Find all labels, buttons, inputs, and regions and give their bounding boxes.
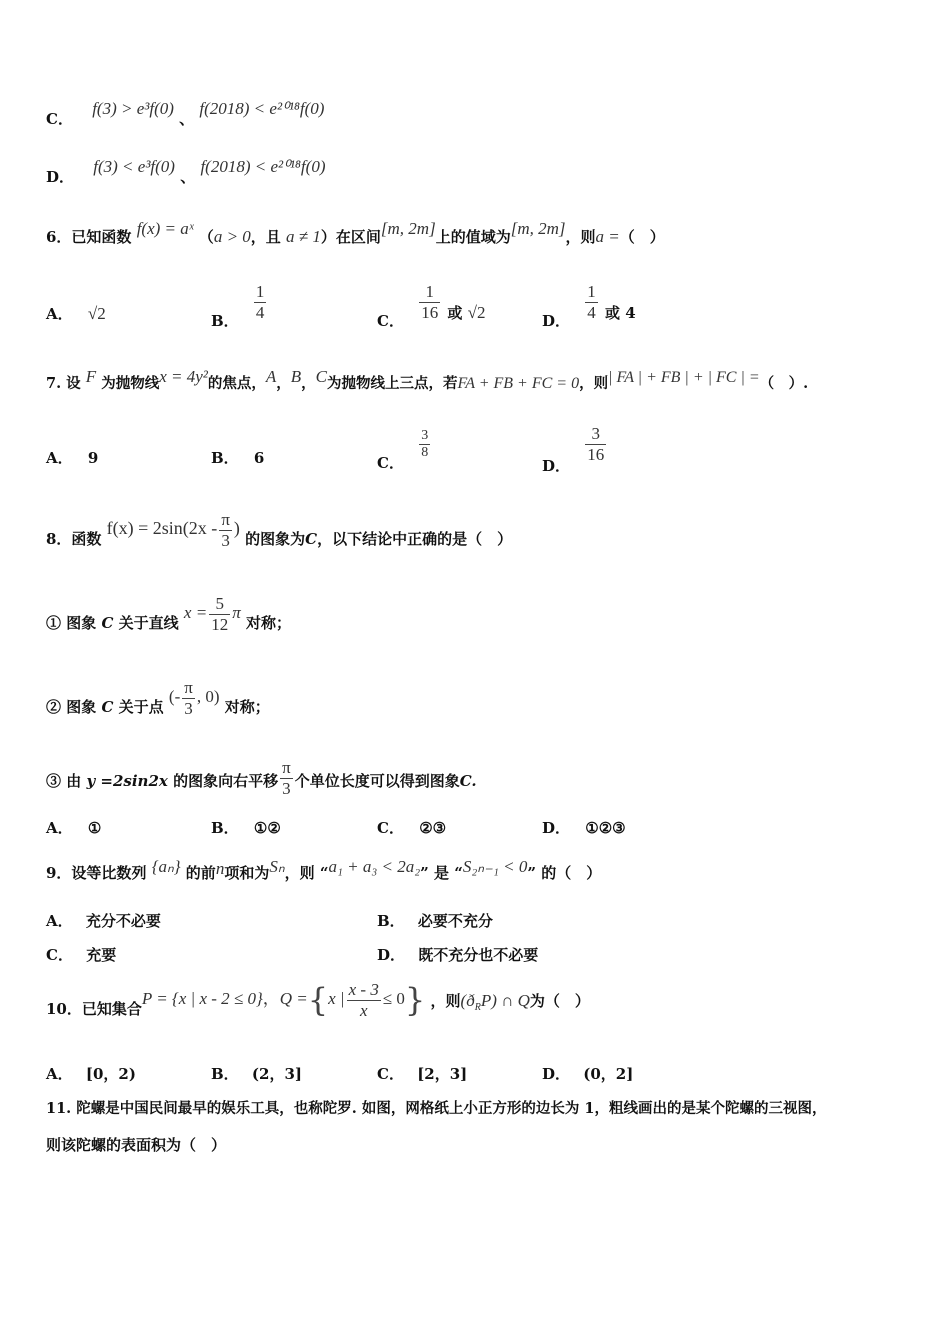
math-var: A <box>265 367 277 386</box>
q5-option-c <box>46 99 325 129</box>
option-value: (0，2] <box>583 1065 634 1083</box>
math-expr: R <box>474 1002 481 1014</box>
stem-text: 的图象为 <box>245 530 306 549</box>
math-expr: (- <box>168 687 181 707</box>
separator: 、 <box>180 168 196 186</box>
fraction <box>585 424 606 464</box>
question-8-stem <box>46 510 512 550</box>
stem-text: 对称； <box>224 698 270 717</box>
option-label: B． <box>211 1065 239 1083</box>
stem-text: ，则 <box>565 228 596 246</box>
math-expr: a > 0 <box>213 227 251 246</box>
option-value: ①② <box>253 819 281 837</box>
option-label: C． <box>46 946 73 964</box>
fraction <box>347 980 381 1020</box>
option-label: A． <box>46 819 73 837</box>
question-9-stem <box>46 857 602 883</box>
math-expr: π <box>232 603 241 623</box>
math-var: F <box>85 367 97 386</box>
q8-statement-1 <box>46 594 291 634</box>
fraction <box>280 758 293 798</box>
math-expr: f(x) = 2sin(2x - <box>106 518 218 539</box>
q7-option-c[interactable] <box>377 428 432 472</box>
option-value: √2 <box>87 304 106 323</box>
math-expr: ， <box>262 989 280 1009</box>
stem-text: 的焦点， <box>207 375 266 392</box>
q8-statement-3 <box>46 758 477 798</box>
q9-option-d[interactable] <box>377 944 538 965</box>
stem-text: （ ）. <box>759 375 809 392</box>
option-label: D． <box>377 946 406 964</box>
denominator: 16 <box>421 302 439 322</box>
q7-option-b[interactable] <box>211 447 264 468</box>
stem-text: ” 的（ ） <box>527 864 602 882</box>
option-label: D． <box>542 312 571 331</box>
numerator: 1 <box>587 282 596 301</box>
option-label: D． <box>542 819 571 837</box>
option-value: ②③ <box>419 819 447 837</box>
stem-text: 对称； <box>245 614 291 633</box>
math-expr: x = 4y² <box>159 367 208 386</box>
stem-text: 9．设等比数列 <box>46 864 147 882</box>
stem-text: 10．已知集合 <box>46 1000 142 1019</box>
math-var: n <box>215 859 225 878</box>
stem-text: 为（ ） <box>529 992 590 1011</box>
numerator: 3 <box>585 424 606 445</box>
numerator: 1 <box>255 282 265 301</box>
stem-text: 7. 设 <box>46 375 81 392</box>
question-7-stem <box>46 367 809 393</box>
numerator: π <box>282 758 291 777</box>
fraction <box>254 282 267 322</box>
option-label: B． <box>211 449 239 467</box>
q9-option-a[interactable] <box>46 910 161 931</box>
denominator: 12 <box>211 614 229 634</box>
fraction <box>419 428 430 461</box>
math-expr: a = <box>595 227 620 246</box>
q5-option-d <box>46 157 326 187</box>
stem-text: 6．已知函数 <box>46 228 132 246</box>
q9-option-c[interactable] <box>46 944 116 965</box>
math-expr: {aₙ} <box>151 857 181 876</box>
math-expr: [m, 2m] <box>510 219 566 238</box>
q8-option-d[interactable] <box>542 817 626 838</box>
stem-text: ，且 <box>250 228 281 246</box>
fraction <box>419 282 440 322</box>
option-label: B． <box>211 312 239 331</box>
q7-option-d[interactable] <box>542 424 608 476</box>
q6-option-a[interactable] <box>46 303 106 324</box>
q10-option-b[interactable] <box>211 1063 302 1084</box>
math-expr: (ð <box>460 991 475 1011</box>
stem-text: ，则 “ <box>284 864 329 882</box>
q10-option-a[interactable] <box>46 1063 136 1084</box>
question-11-line1: 11. 陀螺是中国民间最早的娱乐工具，也称陀罗. 如图，网格纸上小正方形的边长为 1，粗线画出的是某个陀螺的三视图， <box>46 1100 827 1117</box>
q8-statement-2 <box>46 678 270 718</box>
option-value: 充要 <box>86 946 117 964</box>
option-label: A． <box>46 305 73 323</box>
stem-text: 上的值域为 <box>435 228 511 246</box>
math-expr: a₁ + a₃ < 2a₂ <box>328 857 421 876</box>
denominator: x <box>359 1000 368 1020</box>
brace-open: { <box>307 981 329 1020</box>
option-value: ① <box>87 819 102 837</box>
numerator: 5 <box>209 594 230 615</box>
fraction <box>585 282 598 322</box>
math-expr: f(3) > e³f(0) <box>92 99 174 118</box>
q10-option-d[interactable] <box>542 1063 633 1084</box>
stem-text: （ ） <box>619 228 665 246</box>
numerator: 1 <box>419 282 440 303</box>
math-expr: x | <box>328 989 345 1009</box>
numerator: x - 3 <box>348 980 379 999</box>
option-value: (2，3] <box>251 1065 302 1083</box>
math-expr: x = <box>183 603 208 623</box>
math-var: C <box>315 367 327 386</box>
stem-text: ① 图象 <box>46 614 97 633</box>
math-expr: P = {x | x - 2 ≤ 0} <box>141 989 263 1009</box>
denominator: 3 <box>221 530 230 550</box>
math-expr: ≤ 0 <box>382 989 405 1009</box>
stem-text: 关于直线 <box>118 614 179 633</box>
math-expr: S₂ₙ₋₁ < 0 <box>462 857 528 876</box>
numerator: 3 <box>419 428 430 445</box>
option-label: C． <box>46 110 73 128</box>
fraction <box>209 594 230 634</box>
stem-text: ② 图象 <box>46 698 97 717</box>
option-value: 既不充分也不必要 <box>418 946 539 964</box>
denominator: 4 <box>587 302 596 322</box>
math-var: C <box>101 698 114 717</box>
stem-text: 的前 <box>185 864 216 882</box>
math-expr: Sₙ <box>269 857 285 876</box>
stem-text: ， <box>276 375 291 392</box>
denominator: 4 <box>255 302 265 322</box>
stem-text: ，则 <box>579 375 609 392</box>
option-value: 9 <box>87 449 99 467</box>
q8-option-a[interactable] <box>46 817 101 838</box>
option-label: B． <box>211 819 239 837</box>
option-label: A． <box>46 449 73 467</box>
math-expr: , 0) <box>196 687 220 707</box>
stem-text: ）在区间 <box>320 228 381 246</box>
q8-option-c[interactable] <box>377 817 446 838</box>
q7-option-a[interactable] <box>46 447 98 468</box>
math-var: C <box>305 530 318 549</box>
stem-text: ③ 由 <box>46 772 82 791</box>
math-expr: [m, 2m] <box>380 219 436 238</box>
option-label: A． <box>46 912 73 930</box>
stem-text: 的图象向右平移 <box>173 772 279 791</box>
math-var: C <box>101 614 114 633</box>
stem-text: （ <box>198 228 214 246</box>
option-label: D． <box>542 1065 571 1083</box>
stem-text: 为抛物线上三点，若 <box>327 375 458 392</box>
option-label: C． <box>377 819 404 837</box>
option-value: 充分不必要 <box>85 912 161 930</box>
option-label: D． <box>46 168 75 186</box>
q9-option-b[interactable] <box>377 910 493 931</box>
math-expr: | FA | + FB | + | FC | = <box>608 369 760 386</box>
option-text: 或 <box>447 304 463 323</box>
option-value: [2，3] <box>417 1065 468 1083</box>
option-label: B． <box>377 912 405 930</box>
math-expr: f(2018) < e²⁰¹⁸f(0) <box>200 157 326 176</box>
q10-option-c[interactable] <box>377 1063 467 1084</box>
option-value: √2 <box>467 303 486 323</box>
option-value: 必要不充分 <box>417 912 493 930</box>
stem-text: 个单位长度可以得到图象 <box>294 772 460 791</box>
stem-text: 关于点 <box>118 698 164 717</box>
numerator: π <box>184 678 193 697</box>
math-expr: y =2sin2x <box>86 772 168 791</box>
math-expr: f(2018) < e²⁰¹⁸f(0) <box>199 99 325 118</box>
math-expr: P) ∩ Q <box>480 991 530 1011</box>
question-10-stem <box>46 980 590 1020</box>
stem-text: ， <box>301 375 316 392</box>
math-var: C. <box>459 772 477 791</box>
denominator: 16 <box>587 444 605 464</box>
numerator: π <box>221 510 230 529</box>
brace-close: } <box>404 981 426 1020</box>
q6-option-b[interactable] <box>211 282 268 331</box>
stem-text: 项和为 <box>224 864 270 882</box>
denominator: 3 <box>282 778 291 798</box>
option-label: A． <box>46 1065 73 1083</box>
math-expr: a ≠ 1 <box>286 227 321 246</box>
option-value: ①②③ <box>585 819 626 837</box>
fraction <box>182 678 195 718</box>
question-11-line2: 则该陀螺的表面积为（ ） <box>46 1136 227 1154</box>
math-expr: ) <box>233 518 240 539</box>
stem-text: ，以下结论中正确的是（ ） <box>317 530 513 549</box>
denominator: 8 <box>421 445 429 461</box>
denominator: 3 <box>184 698 193 718</box>
stem-text: ” 是 “ <box>420 864 463 882</box>
option-text: 或 4 <box>604 304 636 323</box>
stem-text: 为抛物线 <box>101 375 160 392</box>
option-label: C． <box>377 312 404 331</box>
option-value: [0，2) <box>85 1065 136 1083</box>
q6-option-d[interactable] <box>542 282 636 331</box>
question-6-stem <box>46 219 665 247</box>
option-label: C． <box>377 453 404 472</box>
math-expr: f(3) < e³f(0) <box>93 157 175 176</box>
fraction <box>219 510 232 550</box>
math-var: B <box>290 367 302 386</box>
stem-text: ，则 <box>430 992 461 1011</box>
math-expr: f(x) = aˣ <box>136 219 194 238</box>
option-label: D． <box>542 457 571 476</box>
q6-option-c[interactable] <box>377 282 486 331</box>
math-expr: Q = <box>279 989 308 1009</box>
separator: 、 <box>179 110 195 128</box>
option-label: C． <box>377 1065 404 1083</box>
q8-option-b[interactable] <box>211 817 281 838</box>
option-value: 6 <box>253 449 265 467</box>
stem-text: 8．函数 <box>46 530 102 549</box>
math-expr: FA + FB + FC = 0 <box>457 375 580 392</box>
